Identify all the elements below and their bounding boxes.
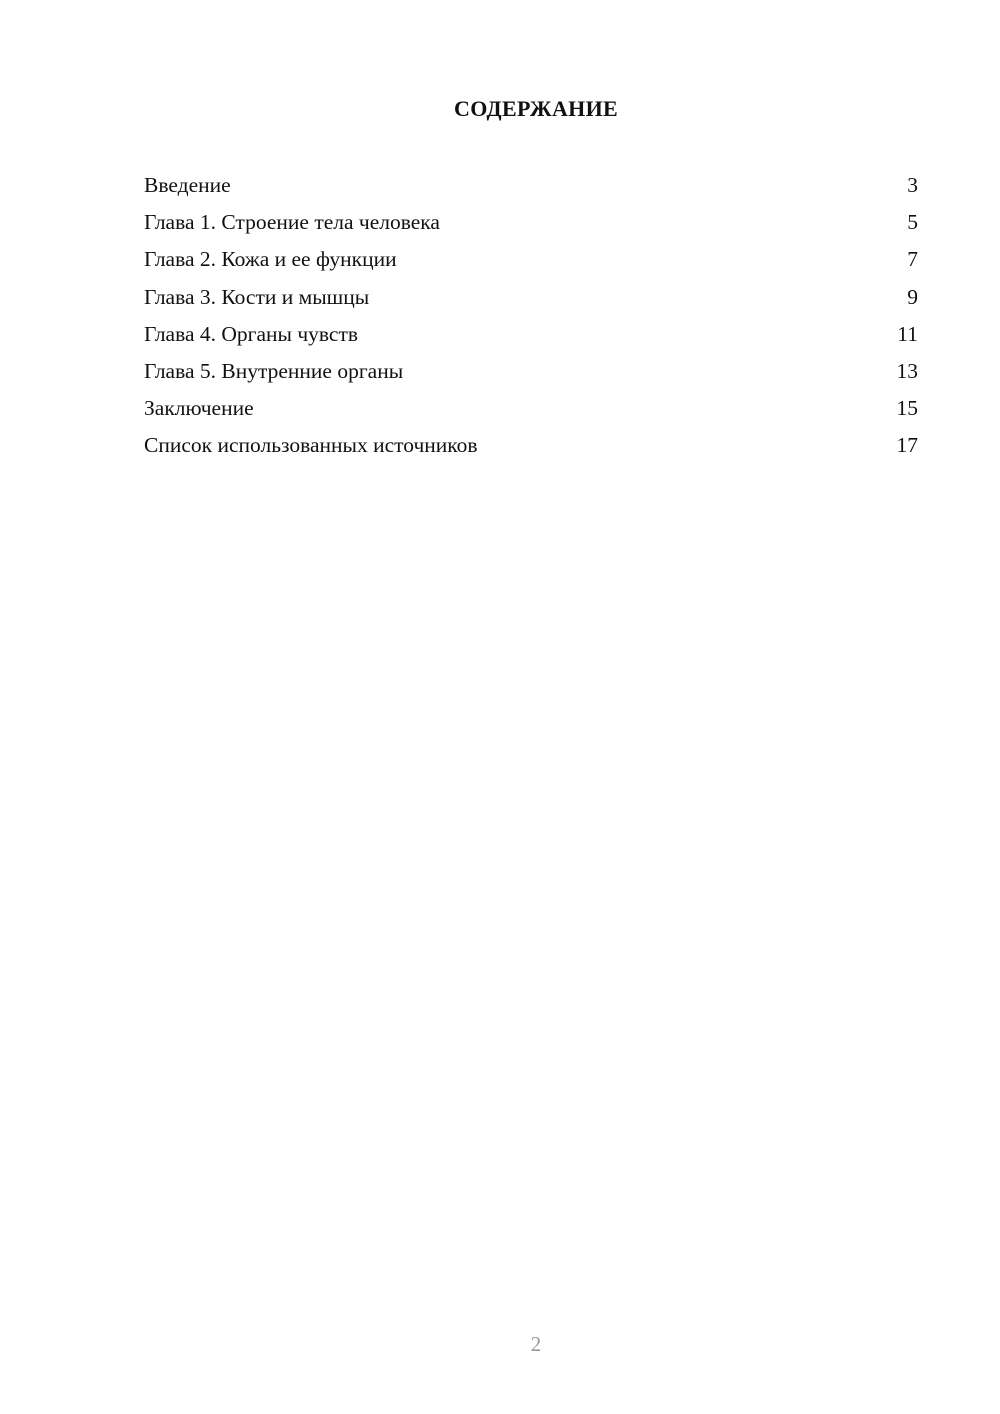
toc-entry[interactable] — [144, 244, 918, 281]
toc-entry-title: Введение — [144, 173, 231, 197]
toc-entry[interactable] — [144, 393, 918, 430]
page-title: СОДЕРЖАНИЕ — [454, 96, 618, 121]
toc-entry-title: Глава 1. Строение тела человека — [144, 210, 440, 235]
toc-entry-title: Заключение — [144, 396, 254, 421]
toc-entry-title: Глава 2. Кожа и ее функции — [144, 247, 397, 272]
toc-entry-page: 9 — [907, 284, 918, 309]
toc-entry-title: Список использованных источников — [144, 433, 478, 458]
toc-entry-page: 7 — [907, 247, 918, 272]
toc-entry-page: 5 — [907, 210, 918, 235]
toc-entry[interactable] — [144, 282, 918, 319]
table-of-contents — [144, 170, 918, 468]
toc-entry-page: 13 — [896, 358, 918, 383]
toc-entry[interactable] — [144, 430, 918, 467]
toc-entry-title: Глава 4. Органы чувств — [144, 321, 359, 346]
toc-entry[interactable] — [144, 356, 918, 393]
toc-entry[interactable] — [144, 207, 918, 244]
page-number: 2 — [530, 1332, 542, 1356]
toc-entry-page: 15 — [896, 396, 918, 421]
toc-entry[interactable] — [144, 319, 918, 356]
toc-entry-page: 11 — [897, 321, 918, 346]
toc-entry[interactable] — [144, 170, 918, 207]
toc-entry-page: 3 — [907, 173, 918, 197]
toc-entry-title: Глава 5. Внутренние органы — [144, 358, 404, 383]
toc-entry-page: 17 — [896, 433, 918, 458]
toc-entry-title: Глава 3. Кости и мышцы — [144, 284, 370, 309]
